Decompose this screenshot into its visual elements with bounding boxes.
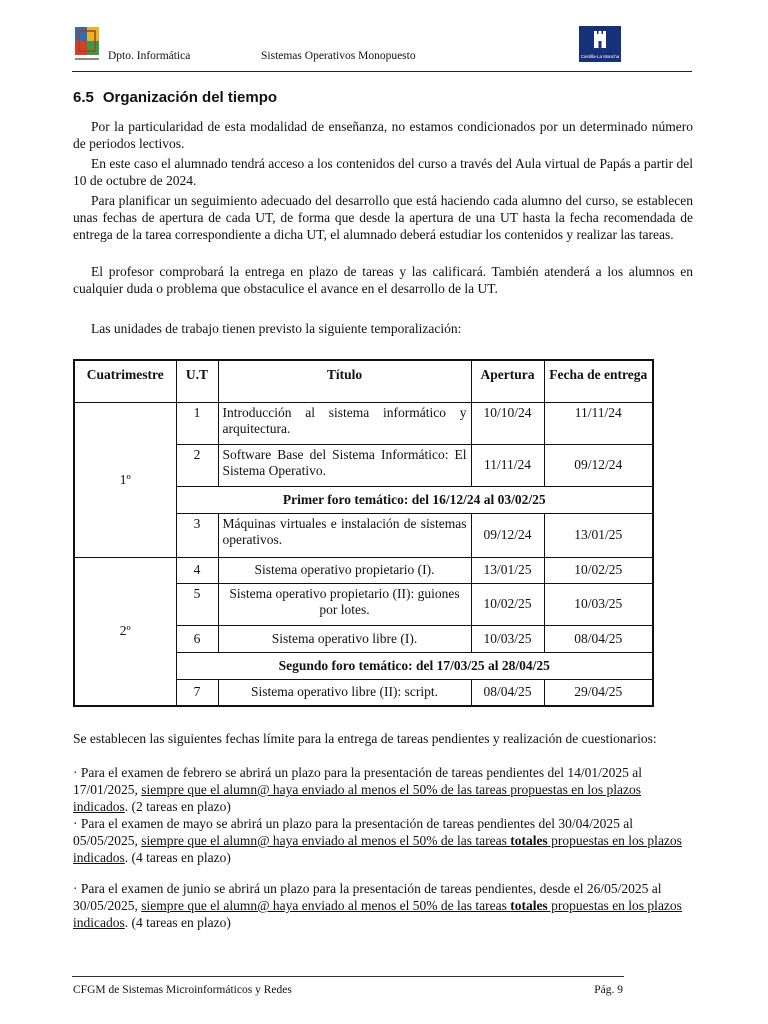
header-fecha-entrega: Fecha de entrega: [544, 360, 653, 402]
ut-cell: 3: [176, 513, 218, 557]
entrega-cell: 13/01/25: [544, 513, 653, 557]
header-subject: Sistemas Operativos Monopuesto: [261, 50, 416, 62]
apertura-cell: 10/02/25: [471, 583, 544, 625]
page-header: [0, 0, 768, 80]
limit-mayo-totales: totales: [510, 833, 548, 848]
ut-cell: 2: [176, 444, 218, 486]
header-ut: U.T: [176, 360, 218, 402]
limit-mayo-note: . (4 tareas en plazo): [124, 850, 231, 865]
section-title: Organización del tiempo: [102, 89, 278, 106]
page-number: Pág. 9: [594, 984, 623, 996]
limits-intro: Se establecen las siguientes fechas límite para la entrega de tareas pendientes y realización de cuestionarios:: [73, 731, 657, 746]
limit-febrero: [73, 764, 693, 815]
limit-junio-condition: siempre que el alumn@ haya enviado al menos el 50% de las tareas: [141, 898, 511, 913]
limit-junio-condition-2: propuestas en los plazos indicados: [73, 898, 682, 930]
entrega-cell: 10/02/25: [544, 557, 653, 583]
header-apertura: Apertura: [471, 360, 544, 402]
apertura-cell: 08/04/25: [471, 679, 544, 706]
table-intro: Las unidades de trabajo tienen previsto la siguiente temporalización:: [91, 321, 462, 336]
entrega-cell: 08/04/25: [544, 625, 653, 652]
titulo-cell: Sistema operativo propietario (II): guiones por lotes.: [218, 583, 471, 625]
apertura-cell: 11/11/24: [471, 444, 544, 486]
limit-junio-text: · Para el examen de junio se abrirá un plazo para la presentación de tareas pendientes, desde el 26/05/2025 al 30/05/2025,: [73, 881, 662, 913]
footer-divider: [72, 976, 624, 977]
ut-cell: 6: [176, 625, 218, 652]
limit-junio-note: . (4 tareas en plazo): [124, 915, 231, 930]
paragraph-1: Por la particularidad de esta modalidad de enseñanza, no estamos condicionados por un determinado número de periodos lectivos.: [73, 119, 693, 151]
apertura-cell: 09/12/24: [471, 513, 544, 557]
section-heading: [73, 89, 277, 106]
ut-cell: 1: [176, 402, 218, 444]
section-number: 6.5: [73, 89, 94, 106]
limit-mayo-condition-2: propuestas en los plazos indicados: [73, 833, 682, 865]
cuatrimestre-2: 2º: [74, 557, 176, 706]
foro-2: Segundo foro temático: del 17/03/25 al 28/04/25: [176, 652, 653, 679]
limit-mayo: [73, 815, 693, 866]
titulo-cell: Máquinas virtuales e instalación de sistemas operativos.: [218, 513, 471, 557]
limit-febrero-condition: siempre que el alumn@ haya enviado al menos el 50% de las tareas propuestas en los plazos indicados: [73, 782, 642, 814]
foro-1: Primer foro temático: del 16/12/24 al 03/02/25: [176, 486, 653, 513]
titulo-cell: Sistema operativo libre (II): script.: [218, 679, 471, 706]
header-department: Dpto. Informática: [108, 50, 191, 62]
ut-cell: 5: [176, 583, 218, 625]
limit-mayo-condition: siempre que el alumn@ haya enviado al menos el 50% de las tareas: [141, 833, 511, 848]
apertura-cell: 10/03/25: [471, 625, 544, 652]
table-row: [74, 557, 653, 583]
header-divider: [72, 71, 692, 72]
paragraph-4: El profesor comprobará la entrega en plazo de tareas y las calificará. También atenderá a los alumnos en cualquier duda o problema que obstaculice el avance en el desarrollo de la UT.: [73, 264, 693, 296]
entrega-cell: 29/04/25: [544, 679, 653, 706]
titulo-cell: Software Base del Sistema Informático: El Sistema Operativo.: [218, 444, 471, 486]
footer-course: CFGM de Sistemas Microinformáticos y Redes: [73, 984, 292, 996]
cuatrimestre-1: 1º: [74, 402, 176, 557]
schedule-table: [73, 359, 654, 707]
limit-mayo-text: · Para el examen de mayo se abrirá un plazo para la presentación de tareas pendientes del 30/04/2025 al 05/05/2025,: [73, 816, 634, 848]
table-header-row: [74, 360, 653, 402]
limit-febrero-text: · Para el examen de febrero se abrirá un plazo para la presentación de tareas pendientes del 14/01/2025 al 17/01/2025,: [73, 765, 642, 797]
page-footer: [73, 984, 623, 996]
school-logo-icon: [73, 25, 103, 65]
castle-icon: [579, 26, 621, 54]
titulo-cell: Sistema operativo libre (I).: [218, 625, 471, 652]
apertura-cell: 10/10/24: [471, 402, 544, 444]
region-logo-label: Castilla-La Mancha: [580, 54, 620, 59]
ut-cell: 4: [176, 557, 218, 583]
entrega-cell: 09/12/24: [544, 444, 653, 486]
entrega-cell: 11/11/24: [544, 402, 653, 444]
limit-junio-totales: totales: [510, 898, 548, 913]
limit-junio: [73, 880, 693, 931]
paragraph-2: En este caso el alumnado tendrá acceso a los contenidos del curso a través del Aula virtual de Papás a partir del 10 de octubre de 2024.: [73, 156, 693, 188]
ut-cell: 7: [176, 679, 218, 706]
header-cuatrimestre: Cuatrimestre: [74, 360, 176, 402]
header-titulo: Título: [218, 360, 471, 402]
entrega-cell: 10/03/25: [544, 583, 653, 625]
apertura-cell: 13/01/25: [471, 557, 544, 583]
table-row: [74, 402, 653, 444]
titulo-cell: Sistema operativo propietario (I).: [218, 557, 471, 583]
titulo-cell: Introducción al sistema informático y arquitectura.: [218, 402, 471, 444]
paragraph-3: Para planificar un seguimiento adecuado del desarrollo que está haciendo cada alumno del curso, se establecen unas fechas de apertura de cada UT, de forma que desde la apertura de una UT hasta la fecha recomendada de entrega de la tarea correspondiente a dicha UT, el alumnado deberá estudiar los contenidos y realizar las tareas.: [73, 193, 693, 242]
limit-febrero-note: . (2 tareas en plazo): [124, 799, 231, 814]
region-logo-icon: [579, 26, 621, 62]
